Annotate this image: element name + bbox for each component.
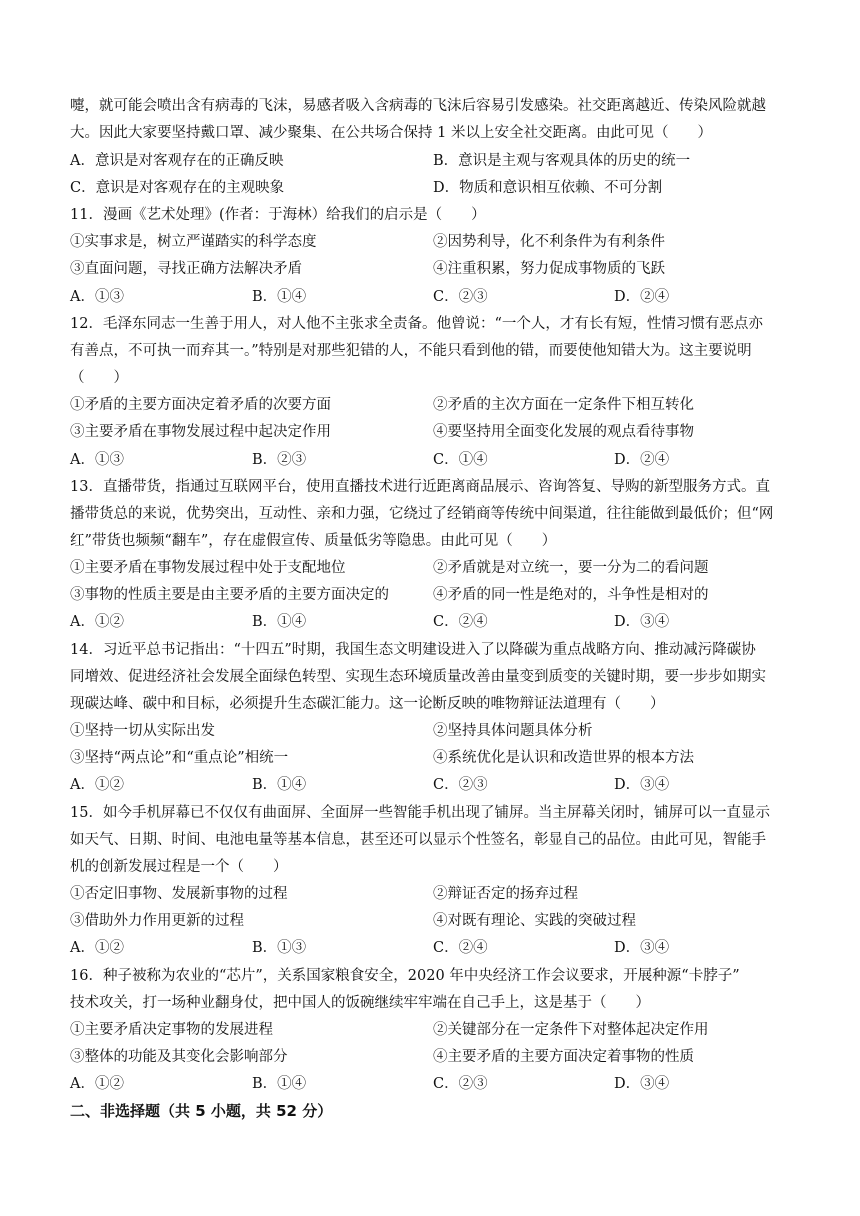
q12-option-c: C．①④ <box>433 452 488 468</box>
q13-option-c: C．②④ <box>433 614 488 630</box>
q15-statement-4: ④对既有理论、实践的突破过程 <box>433 913 636 929</box>
q14-option-a: A．①② <box>70 777 124 793</box>
q11-option-c: C．②③ <box>433 289 488 305</box>
q16-statement-2: ②关键部分在一定条件下对整体起决定作用 <box>433 1022 709 1038</box>
q14-statement-4: ④系统优化是认识和改造世界的根本方法 <box>433 750 694 766</box>
q10-option-c: C．意识是对客观存在的主观映象 <box>70 180 285 196</box>
q16-statement-1: ①主要矛盾决定事物的发展进程 <box>70 1022 273 1038</box>
q16-stem-line-2: 技术攻关，打一场种业翻身仗，把中国人的饭碗继续牢牢端在自己手上，这是基于（ ） <box>70 995 650 1011</box>
q13-option-d: D．③④ <box>614 614 670 630</box>
q13-option-b: B．①④ <box>252 614 307 630</box>
q10-text-line-1: 嚏，就可能会喷出含有病毒的飞沫，易感者吸入含病毒的飞沫后容易引发感染。社交距离越近、传染风险就越 <box>70 98 766 114</box>
q10-option-a: A．意识是对客观存在的正确反映 <box>70 153 284 169</box>
q14-stem-line-2: 同增效、促进经济社会发展全面绿色转型、实现生态环境质量改善由量变到质变的关键时期，要一步步如期实 <box>70 669 766 685</box>
q14-option-b: B．①④ <box>252 777 307 793</box>
q16-statement-3: ③整体的功能及其变化会影响部分 <box>70 1049 288 1065</box>
q14-stem-line-3: 现碳达峰、碳中和目标，必须提升生态碳汇能力。这一论断反映的唯物辩证法道理有（ ） <box>70 696 665 712</box>
q15-option-d: D．③④ <box>614 940 670 956</box>
q12-stem-line-3: （ ） <box>70 370 128 386</box>
q11-statement-4: ④注重积累，努力促成事物质的飞跃 <box>433 261 665 277</box>
q10-option-d: D．物质和意识相互依赖、不可分割 <box>433 180 663 196</box>
q15-statement-1: ①否定旧事物、发展新事物的过程 <box>70 886 288 902</box>
q10-option-b: B．意识是主观与客观具体的历史的统一 <box>433 153 691 169</box>
q11-statement-2: ②因势利导，化不利条件为有利条件 <box>433 234 665 250</box>
q13-stem-line-2: 播带货总的来说，优势突出，互动性、亲和力强，它绕过了经销商等传统中间渠道，往往能做到最低价；但“网 <box>70 506 774 522</box>
q14-option-c: C．②③ <box>433 777 488 793</box>
q11-stem: 11．漫画《艺术处理》(作者：于海林）给我们的启示是（ ） <box>70 207 486 223</box>
section-heading-non-choice: 二、非选择题（共 5 小题，共 52 分） <box>70 1102 333 1120</box>
q12-statement-2: ②矛盾的主次方面在一定条件下相互转化 <box>433 397 694 413</box>
q15-option-b: B．①③ <box>252 940 307 956</box>
q11-statement-3: ③直面问题，寻找正确方法解决矛盾 <box>70 261 302 277</box>
q13-stem-line-1: 13．直播带货，指通过互联网平台，使用直播技术进行近距离商品展示、咨询答复、导购的新型服务方式。直 <box>70 479 770 495</box>
q16-option-d: D．③④ <box>614 1076 670 1092</box>
q15-option-a: A．①② <box>70 940 124 956</box>
q16-option-b: B．①④ <box>252 1076 307 1092</box>
q16-option-a: A．①② <box>70 1076 124 1092</box>
q15-statement-3: ③借助外力作用更新的过程 <box>70 913 244 929</box>
q14-statement-3: ③坚持“两点论”和“重点论”相统一 <box>70 750 289 766</box>
q11-option-b: B．①④ <box>252 289 307 305</box>
q10-text-line-2: 大。因此大家要坚持戴口罩、减少聚集、在公共场合保持 1 米以上安全社交距离。由此可见（ ） <box>70 125 712 141</box>
q15-stem-line-3: 机的创新发展过程是一个（ ） <box>70 859 288 875</box>
q16-option-c: C．②③ <box>433 1076 488 1092</box>
q15-stem-line-1: 15．如今手机屏幕已不仅仅有曲面屏、全面屏一些智能手机出现了铺屏。当主屏幕关闭时，铺屏可以一直显示 <box>70 805 770 821</box>
q13-statement-2: ②矛盾就是对立统一，要一分为二的看问题 <box>433 560 709 576</box>
q12-stem-line-2: 有善点，不可执一而弃其一。”特别是对那些犯错的人，不能只看到他的错，而要使他知错大为。这主要说明 <box>70 343 752 359</box>
q13-stem-line-3: 红”带货也频频“翻车”，存在虚假宣传、质量低劣等隐患。由此可见（ ） <box>70 533 557 549</box>
q12-statement-1: ①矛盾的主要方面决定着矛盾的次要方面 <box>70 397 331 413</box>
q11-option-a: A．①③ <box>70 289 124 305</box>
q13-option-a: A．①② <box>70 614 124 630</box>
q11-option-d: D．②④ <box>614 289 670 305</box>
q13-statement-1: ①主要矛盾在事物发展过程中处于支配地位 <box>70 560 346 576</box>
q12-option-a: A．①③ <box>70 452 124 468</box>
q14-stem-line-1: 14．习近平总书记指出：“十四五”时期，我国生态文明建设进入了以降碳为重点战略方向、推动减污降碳协 <box>70 642 756 658</box>
q12-stem-line-1: 12．毛泽东同志一生善于用人，对人他不主张求全责备。他曾说：“一个人，才有长有短，性情习惯有恶点亦 <box>70 316 763 332</box>
q15-stem-line-2: 如天气、日期、时间、电池电量等基本信息，甚至还可以显示个性签名，彰显自己的品位。由此可见，智能手 <box>70 832 766 848</box>
q13-statement-3: ③事物的性质主要是由主要矛盾的主要方面决定的 <box>70 587 389 603</box>
q16-statement-4: ④主要矛盾的主要方面决定着事物的性质 <box>433 1049 694 1065</box>
q12-statement-3: ③主要矛盾在事物发展过程中起决定作用 <box>70 424 331 440</box>
q12-option-d: D．②④ <box>614 452 670 468</box>
q12-statement-4: ④要坚持用全面变化发展的观点看待事物 <box>433 424 694 440</box>
q12-option-b: B．②③ <box>252 452 307 468</box>
q16-stem-line-1: 16．种子被称为农业的“芯片”，关系国家粮食安全，2020 年中央经济工作会议要求，开展种源“卡脖子” <box>70 968 740 984</box>
q14-statement-2: ②坚持具体问题具体分析 <box>433 723 593 739</box>
q14-statement-1: ①坚持一切从实际出发 <box>70 723 215 739</box>
q13-statement-4: ④矛盾的同一性是绝对的，斗争性是相对的 <box>433 587 709 603</box>
q11-statement-1: ①实事求是，树立严谨踏实的科学态度 <box>70 234 317 250</box>
q15-statement-2: ②辩证否定的扬弃过程 <box>433 886 578 902</box>
q14-option-d: D．③④ <box>614 777 670 793</box>
q15-option-c: C．②④ <box>433 940 488 956</box>
